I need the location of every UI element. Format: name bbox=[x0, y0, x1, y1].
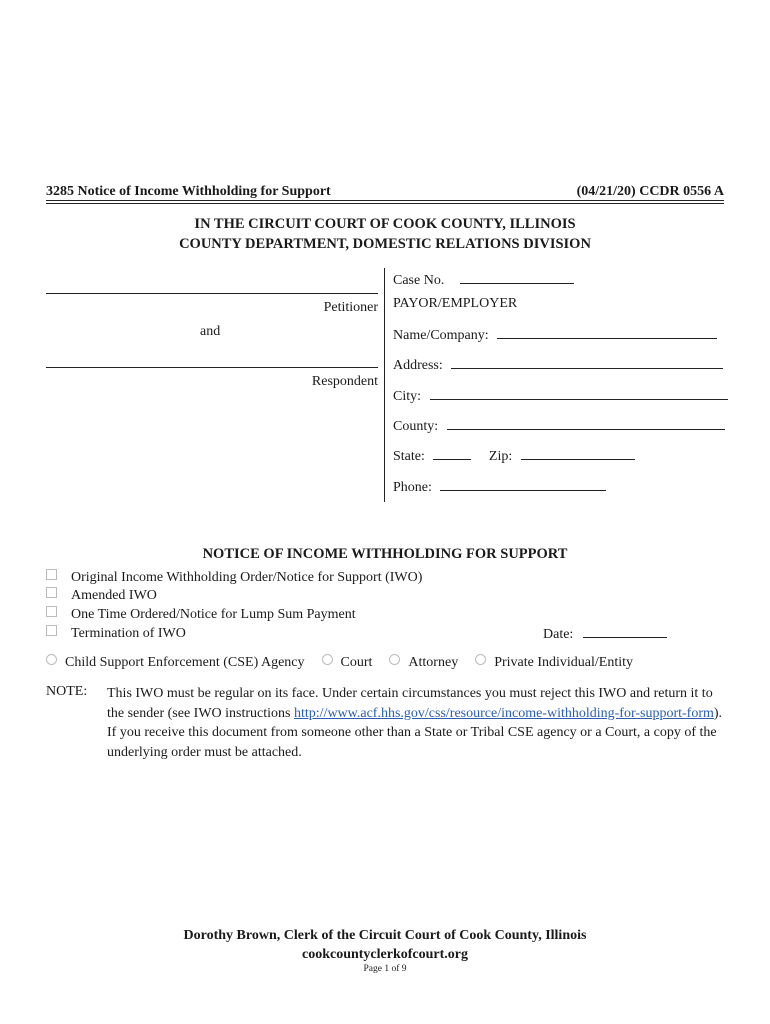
form-title: 3285 Notice of Income Withholding for Support bbox=[46, 184, 331, 199]
checkbox-original-iwo[interactable] bbox=[46, 569, 422, 586]
court-heading bbox=[0, 214, 770, 254]
and-label: and bbox=[200, 324, 221, 339]
clerk-name: Dorothy Brown, Clerk of the Circuit Court of Cook County, Illinois bbox=[183, 928, 587, 943]
state-label: State: bbox=[393, 449, 425, 464]
respondent-name-line[interactable] bbox=[46, 367, 378, 368]
radio-label-cse-agency[interactable]: Child Support Enforcement (CSE) Agency bbox=[65, 655, 305, 670]
checkbox[interactable] bbox=[46, 587, 57, 598]
page-number: Page 1 of 9 bbox=[363, 964, 407, 974]
checkbox-label: Amended IWO bbox=[71, 588, 157, 603]
court-heading-line1: IN THE CIRCUIT COURT OF COOK COUNTY, ILLINOIS bbox=[194, 216, 576, 232]
radio-button[interactable] bbox=[46, 654, 57, 665]
radio-label-attorney[interactable]: Attorney bbox=[408, 655, 459, 670]
phone-field bbox=[393, 478, 606, 496]
note-text-part2: ). If you receive this document from someone other than a State or Tribal CSE agency or a Court, a copy of the underlying order must be attached. bbox=[107, 705, 723, 760]
checkbox[interactable] bbox=[46, 569, 57, 580]
checkbox[interactable] bbox=[46, 625, 57, 636]
name-company-label: Name/Company: bbox=[393, 328, 489, 343]
radio-label-court[interactable]: Court bbox=[340, 655, 373, 670]
date-field bbox=[543, 625, 667, 643]
checkbox-label: One Time Ordered/Notice for Lump Sum Payment bbox=[71, 607, 356, 622]
checkbox-label: Termination of IWO bbox=[71, 626, 186, 641]
iwo-instructions-link[interactable]: http://www.acf.hhs.gov/css/resource/income-withholding-for-support-form bbox=[294, 705, 714, 721]
city-label: City: bbox=[393, 389, 422, 404]
address-input[interactable] bbox=[451, 356, 723, 369]
respondent-label: Respondent bbox=[311, 374, 378, 389]
county-label: County: bbox=[393, 419, 439, 434]
county-field bbox=[393, 417, 725, 435]
checkbox-lump-sum[interactable] bbox=[46, 606, 356, 623]
phone-input[interactable] bbox=[440, 478, 606, 491]
checkbox[interactable] bbox=[46, 606, 57, 617]
petitioner-name-line[interactable] bbox=[46, 293, 378, 294]
case-no-input[interactable] bbox=[460, 271, 574, 284]
case-no-label: Case No. bbox=[393, 273, 445, 288]
note-label: NOTE: bbox=[46, 684, 88, 699]
state-input[interactable] bbox=[433, 447, 471, 460]
checkbox-label: Original Income Withholding Order/Notice for Support (IWO) bbox=[71, 570, 423, 585]
caption-divider bbox=[384, 268, 385, 502]
address-label: Address: bbox=[393, 358, 443, 373]
date-label: Date: bbox=[543, 627, 574, 642]
zip-label: Zip: bbox=[488, 449, 513, 464]
state-zip-field bbox=[393, 447, 635, 465]
radio-button[interactable] bbox=[475, 654, 486, 665]
petitioner-label: Petitioner bbox=[323, 300, 378, 315]
form-code: (04/21/20) CCDR 0556 A bbox=[576, 184, 724, 199]
radio-label-private[interactable]: Private Individual/Entity bbox=[494, 655, 633, 670]
checkbox-termination-iwo[interactable] bbox=[46, 625, 186, 642]
radio-button[interactable] bbox=[389, 654, 400, 665]
date-input[interactable] bbox=[583, 625, 667, 638]
header-rule bbox=[46, 200, 724, 201]
zip-input[interactable] bbox=[521, 447, 635, 460]
note-text bbox=[107, 684, 732, 762]
checkbox-amended-iwo[interactable] bbox=[46, 587, 157, 604]
radio-button[interactable] bbox=[322, 654, 333, 665]
court-heading-line2: COUNTY DEPARTMENT, DOMESTIC RELATIONS DIVISION bbox=[179, 236, 591, 252]
name-company-input[interactable] bbox=[497, 326, 717, 339]
city-input[interactable] bbox=[430, 387, 728, 400]
city-field bbox=[393, 387, 728, 405]
sender-type-options bbox=[46, 654, 633, 671]
header-rule-double bbox=[46, 203, 724, 204]
address-field bbox=[393, 356, 723, 374]
name-company-field bbox=[393, 326, 717, 344]
clerk-website: cookcountyclerkofcourt.org bbox=[301, 947, 469, 962]
case-no-field bbox=[393, 271, 574, 289]
phone-label: Phone: bbox=[393, 480, 432, 495]
notice-title: NOTICE OF INCOME WITHHOLDING FOR SUPPORT bbox=[202, 546, 568, 562]
note-text-part1: This IWO must be regular on its face. Under certain circumstances you must reject this IWO and return it to the sender (see IWO instructions bbox=[107, 686, 713, 721]
payor-employer-heading: PAYOR/EMPLOYER bbox=[393, 296, 518, 311]
county-input[interactable] bbox=[447, 417, 725, 430]
